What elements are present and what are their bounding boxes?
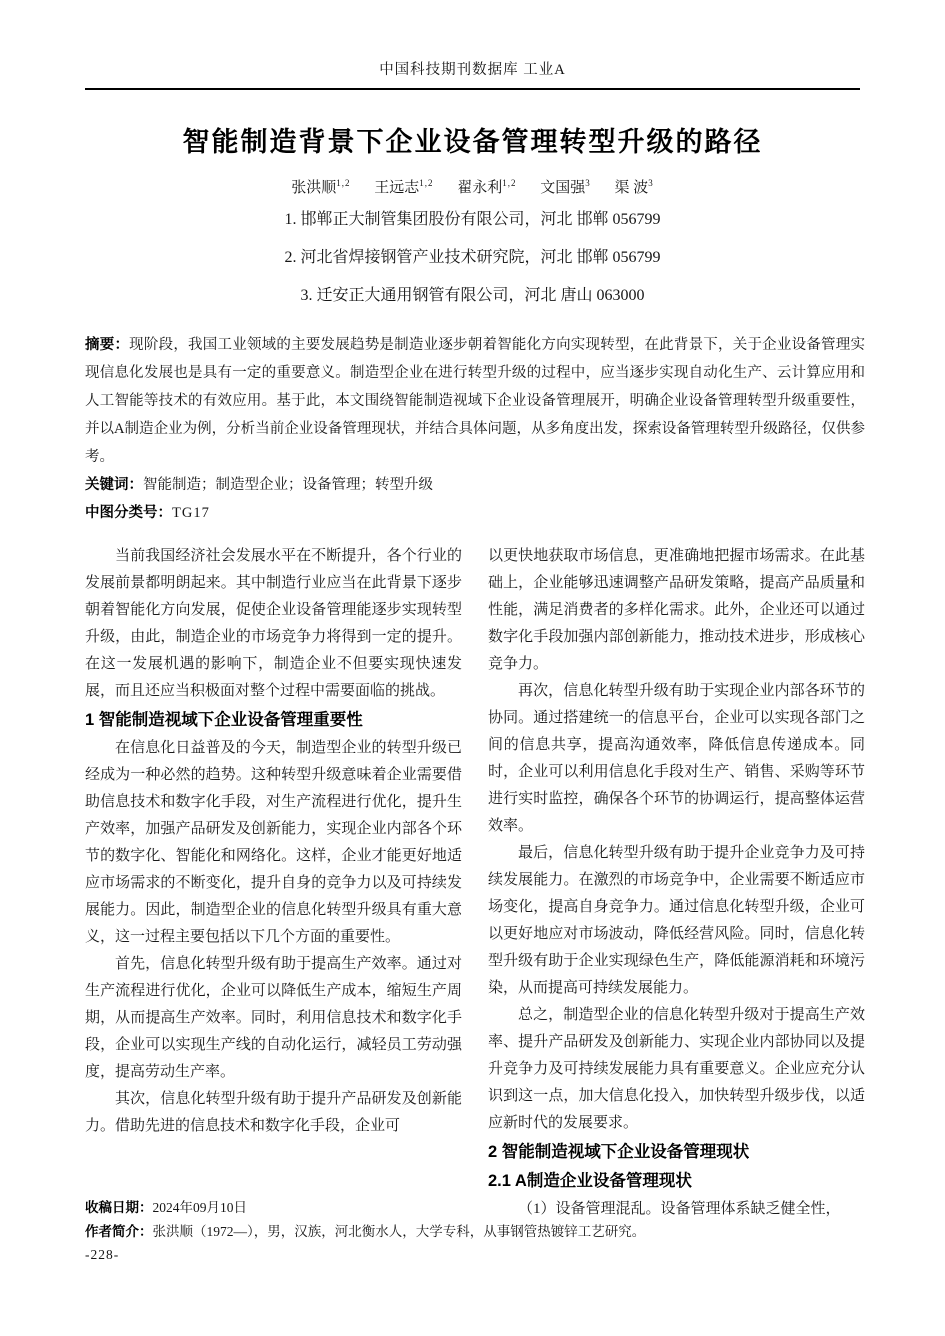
two-column-body (85, 543, 865, 1223)
author-bio-line (85, 1220, 865, 1244)
affiliation-line: 2. 河北省焊接钢管产业技术研究院，河北 邯郸 056799 (284, 249, 661, 266)
author (291, 180, 350, 196)
section-heading-2: 2 智能制造视域下企业设备管理现状 (488, 1143, 750, 1161)
keywords-text: 智能制造；制造型企业；设备管理；转型升级 (143, 477, 433, 493)
body-paragraph: 其次，信息化转型升级有助于提升产品研发及创新能力。借助先进的信息技术和数字化手段，企业可 (85, 1091, 462, 1134)
abstract-label: 摘要： (85, 337, 130, 353)
affiliation-list (0, 201, 945, 315)
author-name: 文国强 (540, 180, 586, 196)
body-paragraph: 最后，信息化转型升级有助于提升企业竞争力及可持续发展能力。在激烈的市场竞争中，企业需要不断适应市场变化，提高自身竞争力。通过信息化转型升级，企业可以更好地应对市场波动，降低经营风险。同时，信息化转型升级有助于企业实现绿色生产，降低能源消耗和环境污染，从而提高可持续发展能力。 (488, 845, 865, 996)
body-paragraph: 在信息化日益普及的今天，制造型企业的转型升级已经成为一种必然的趋势。这种转型升级意味着企业需要借助信息技术和数字化手段，对生产流程进行优化，提升生产效率，加强产品研发及创新能力，实现企业内部各个环节的数字化、智能化和网络化。这样，企业才能更好地适应市场需求的不断变化，提升自身的竞争力以及可持续发展能力。因此，制造型企业的信息化转型升级具有重大意义，这一过程主要包括以下几个方面的重要性。 (85, 740, 462, 945)
received-date-line (85, 1196, 865, 1220)
section-heading-1: 1 智能制造视域下企业设备管理重要性 (85, 711, 363, 729)
affiliation-line: 1. 邯郸正大制管集团股份有限公司，河北 邯郸 056799 (284, 211, 661, 228)
author-bio-label: 作者简介： (85, 1223, 153, 1239)
author (540, 180, 591, 196)
body-paragraph: 总之，制造型企业的信息化转型升级对于提高生产效率、提升产品研发及创新能力、实现企业内部协同以及提升竞争力及可持续发展能力具有重要意义。企业应充分认识到这一点，加大信息化投入，加快转型升级步伐，以适应新时代的发展要求。 (488, 1007, 865, 1131)
keywords-line (85, 471, 865, 499)
body-paragraph: 首先，信息化转型升级有助于提高生产效率。通过对生产流程进行优化，企业可以降低生产成本，缩短生产周期，从而提高生产效率。同时，利用信息技术和数字化手段，企业可以实现生产线的自动化运行，减轻员工劳动强度，提高劳动生产率。 (85, 956, 462, 1080)
page-footer (85, 1196, 865, 1267)
abstract-block (85, 331, 865, 527)
author-affil-sup: 1,2 (336, 178, 351, 188)
author (615, 180, 654, 196)
author-name: 翟永利 (457, 180, 503, 196)
author-affil-sup: 1,2 (419, 178, 434, 188)
author-line (0, 176, 945, 197)
page-number: -228- (85, 1247, 120, 1262)
author-name: 王远志 (374, 180, 420, 196)
journal-header (85, 0, 860, 90)
journal-name: 中国科技期刊数据库 工业A (379, 62, 566, 78)
section-heading-2-1: 2.1 A制造企业设备管理现状 (488, 1172, 692, 1190)
author-affil-sup: 1,2 (502, 178, 517, 188)
received-date-value: 2024年09月10日 (152, 1200, 247, 1215)
author-bio-text: 张洪顺（1972—），男，汉族，河北衡水人，大学专科，从事钢管热镀锌工艺研究。 (152, 1223, 646, 1239)
abstract-text: 现阶段，我国工业领域的主要发展趋势是制造业逐步朝着智能化方向实现转型，在此背景下，关于企业设备管理实现信息化发展也是具有一定的重要意义。制造型企业在进行转型升级的过程中，应当逐步实现自动化生产、云计算应用和人工智能等技术的有效应用。基于此，本文围绕智能制造视域下企业设备管理展开，明确企业设备管理转型升级重要性，并以A制造企业为例，分析当前企业设备管理现状，并结合具体问题，从多角度出发，探索设备管理转型升级路径，仅供参考。 (85, 337, 866, 465)
right-column (488, 543, 865, 1223)
affiliation-line: 3. 迁安正大通用钢管有限公司，河北 唐山 063000 (300, 287, 645, 304)
author (374, 180, 433, 196)
body-paragraph: （1）设备管理混乱。设备管理体系缺乏健全性， (518, 1201, 841, 1217)
body-paragraph: 当前我国经济社会发展水平在不断提升，各个行业的发展前景都明朗起来。其中制造行业应当在此背景下逐步朝着智能化方向发展，促使企业设备管理能逐步实现转型升级，由此，制造企业的市场竞争力将得到一定的提升。在这一发展机遇的影响下，制造企业不但要实现快速发展，而且还应当积极面对整个过程中需要面临的挑战。 (85, 548, 462, 699)
keywords-label: 关键词： (85, 477, 143, 493)
body-paragraph: 再次，信息化转型升级有助于实现企业内部各环节的协同。通过搭建统一的信息平台，企业可以实现各部门之间的信息共享，提高沟通效率，降低信息传递成本。同时，企业可以利用信息化手段对生产、销售、采购等环节进行实时监控，确保各个环节的协调运行，提高整体运营效率。 (488, 683, 865, 834)
clc-label: 中图分类号： (85, 505, 172, 521)
author-name: 张洪顺 (291, 180, 337, 196)
author-name: 渠 波 (614, 180, 649, 196)
abstract-paragraph (85, 331, 865, 471)
paper-title: 智能制造背景下企业设备管理转型升级的路径 (182, 127, 763, 157)
left-column (85, 543, 462, 1223)
body-paragraph-continued: 以更快地获取市场信息，更准确地把握市场需求。在此基础上，企业能够迅速调整产品研发策略，提高产品质量和性能，满足消费者的多样化需求。此外，企业还可以通过数字化手段加强内部创新能力，推动技术进步，形成核心竞争力。 (488, 548, 865, 672)
clc-code: TG17 (172, 505, 210, 521)
author-affil-sup: 3 (585, 178, 591, 188)
author (457, 180, 516, 196)
clc-line (85, 499, 865, 527)
author-affil-sup: 3 (648, 178, 654, 188)
received-date-label: 收稿日期： (85, 1200, 153, 1215)
